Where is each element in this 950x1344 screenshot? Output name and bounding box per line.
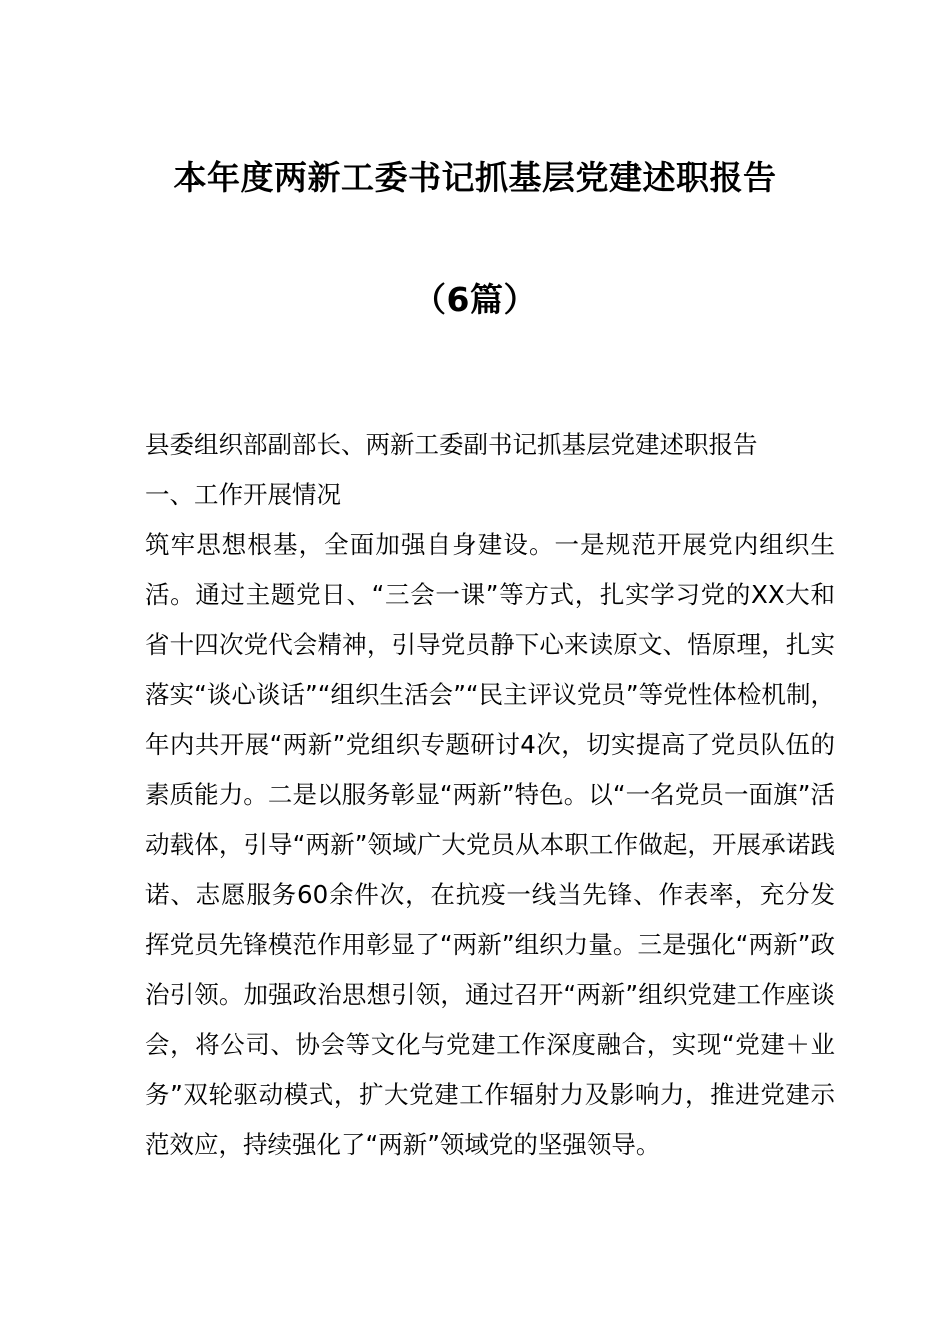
- report-subtitle: 县委组织部副部长、两新工委副书记抓基层党建述职报告: [145, 430, 758, 459]
- body-paragraph: 筑牢思想根基，全面加强自身建设。一是规范开展党内组织生活。通过主题党日、“三会一课”等方式，扎实学习党的XX大和省十四次党代会精神，引导党员静下心来读原文、悟原理，扎实落实“谈心谈话”“组织生活会”“民主评议党员”等党性体检机制，年内共开展“两新”党组织专题研讨4次，切实提高了党员队伍的素质能力。二是以服务彰显“两新”特色。以“一名党员一面旗”活动载体，引导“两新”领域广大党员从本职工作做起，开展承诺践诺、志愿服务60余件次，在抗疫一线当先锋、作表率，充分发挥党员先锋模范作用彰显了“两新”组织力量。三是强化“两新”政治引领。加强政治思想引领，通过召开“两新”组织党建工作座谈会，将公司、协会等文化与党建工作深度融合，实现“党建＋业务”双轮驱动模式，扩大党建工作辐射力及影响力，推进党建示范效应，持续强化了“两新”领域党的坚强领导。: [145, 530, 835, 1159]
- document-title-count: （6篇）: [413, 280, 537, 319]
- document-title: 本年度两新工委书记抓基层党建述职报告: [173, 158, 777, 197]
- section-heading: 一、工作开展情况: [145, 480, 341, 509]
- document-body: [145, 420, 835, 1170]
